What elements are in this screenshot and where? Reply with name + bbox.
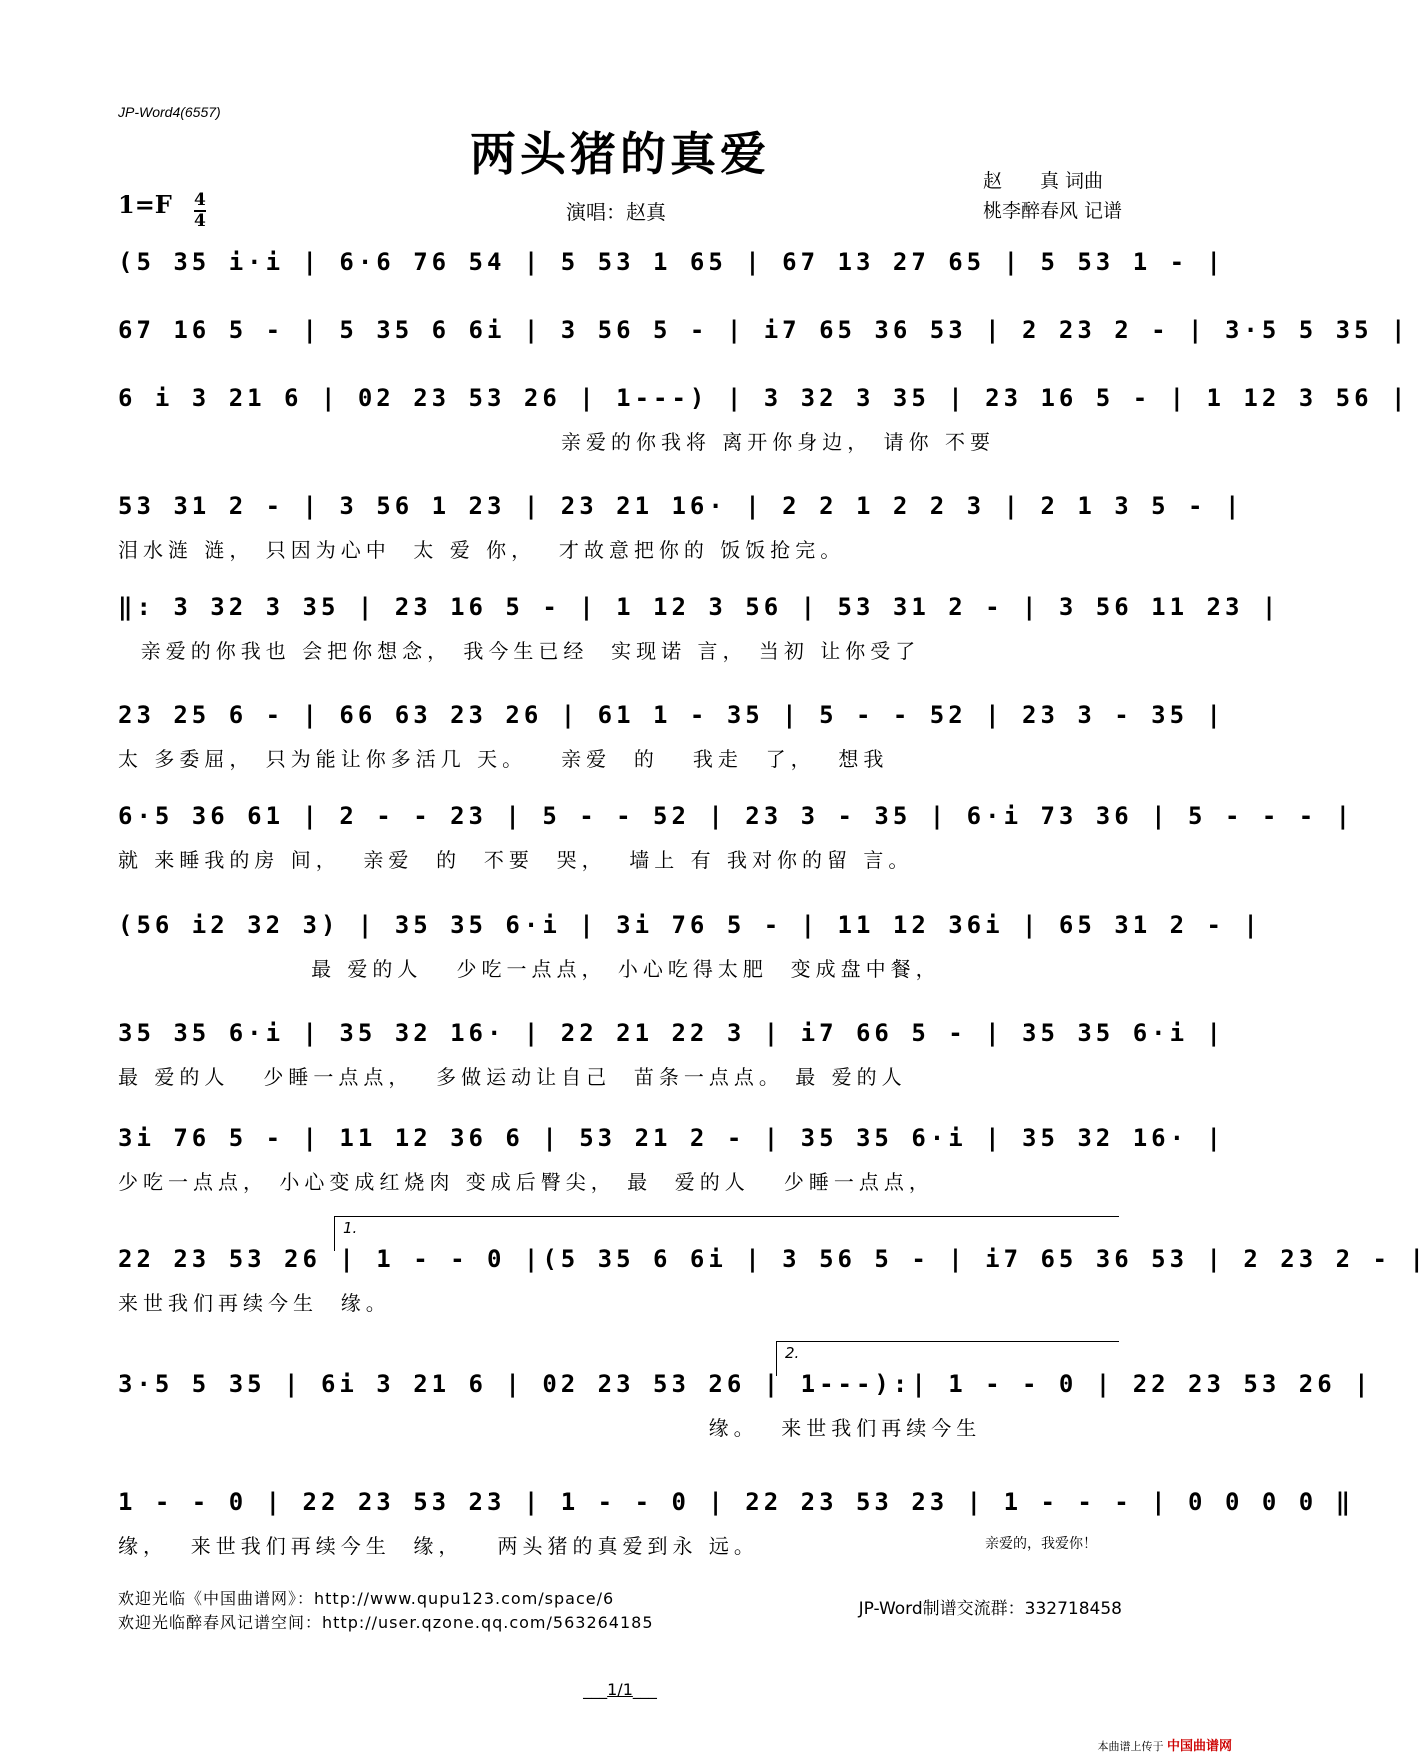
first-ending-label: 1. <box>343 1219 358 1237</box>
lyrics-line: 就 来睡我的房 间， 亲爱 的 不要 哭， 墙上 有 我对你的留 言。 <box>118 848 914 872</box>
lyrics-line: 亲爱的你我将 离开你身边， 请你 不要 <box>118 430 996 454</box>
notes-line: 35 35 6·i | 35 32 16· | 22 21 22 3 | i7 66 5 - | 35 35 6·i | <box>118 1019 1225 1047</box>
time-signature-bottom: 4 <box>194 211 206 231</box>
notes-line: (56 i2 32 3) | 35 35 6·i | 3i 76 5 - | 11 12 36i | 65 31 2 - | <box>118 911 1262 939</box>
footer-link-qzone[interactable]: 欢迎光临醉春风记谱空间：http://user.qzone.qq.com/563264185 <box>118 1613 654 1632</box>
source-credit <box>1097 1735 1232 1754</box>
page-number-value: 1/1 <box>607 1680 633 1699</box>
lyrics-line: 泪水涟 涟， 只因为心中 太 爱 你， 才故意把你的 饭饭抢完。 <box>118 538 846 562</box>
lyrics-line: 缘。 来世我们再续今生 <box>118 1416 982 1440</box>
lyrics-line: 亲爱的你我也 会把你想念， 我今生已经 实现诺 言， 当初 让你受了 <box>118 639 921 663</box>
singer: 演唱：赵真 <box>566 200 666 224</box>
credits <box>983 166 1122 226</box>
page-title: 两头猪的真爱 <box>470 127 770 181</box>
notes-line: 3·5 5 35 | 6i 3 21 6 | 02 23 53 26 | 1---):| 1 - - 0 | 22 23 53 26 | <box>118 1370 1373 1398</box>
notes-line: 1 - - 0 | 22 23 53 23 | 1 - - 0 | 22 23 53 23 | 1 - - - | 0 0 0 0 ‖ <box>118 1488 1355 1516</box>
footer-group: JP-Word制谱交流群：332718458 <box>858 1599 1122 1619</box>
notes-line: (5 35 i·i | 6·6 76 54 | 5 53 1 65 | 67 13 27 65 | 5 53 1 - | <box>118 248 1225 276</box>
notes-line: ‖: 3 32 3 35 | 23 16 5 - | 1 12 3 56 | 53 31 2 - | 3 56 11 23 | <box>118 593 1281 621</box>
notes-line: 23 25 6 - | 66 63 23 26 | 61 1 - 35 | 5 - - 52 | 23 3 - 35 | <box>118 701 1225 729</box>
composer-credit: 赵 真 词曲 <box>982 170 1103 192</box>
second-ending-label: 2. <box>785 1344 800 1362</box>
source-site-logo: 中国曲谱网 <box>1166 1739 1232 1754</box>
lyrics-line: 最 爱的人 少吃一点点， 小心吃得太肥 变成盘中餐， <box>118 957 941 981</box>
time-signature <box>194 192 206 230</box>
lyrics-line: 少吃一点点， 小心变成红烧肉 变成后臀尖， 最 爱的人 少睡一点点， <box>118 1170 934 1194</box>
notes-line: 22 23 53 26 | 1 - - 0 |(5 35 6 6i | 3 56 5 - | i7 65 36 53 | 2 23 2 - | <box>118 1245 1428 1273</box>
notes-line: 53 31 2 - | 3 56 1 23 | 23 21 16· | 2 2 1 2 2 3 | 2 1 3 5 - | <box>118 492 1244 520</box>
page-number: ___1/1___ <box>583 1680 657 1699</box>
notes-line: 6 i 3 21 6 | 02 23 53 26 | 1---) | 3 32 3 35 | 23 16 5 - | 1 12 3 56 | <box>118 384 1410 412</box>
ending-note: 亲爱的，我爱你！ <box>985 1536 1097 1552</box>
source-prefix: 本曲谱上传于 <box>1097 1740 1164 1753</box>
lyrics-line: 最 爱的人 少睡一点点， 多做运动让自己 苗条一点点。 最 爱的人 <box>118 1065 907 1089</box>
lyrics-line: 缘， 来世我们再续今生 缘， 两头猪的真爱到永 远。 <box>118 1534 759 1558</box>
notes-line: 67 16 5 - | 5 35 6 6i | 3 56 5 - | i7 65 36 53 | 2 23 2 - | 3·5 5 35 | <box>118 316 1410 344</box>
key-signature: 1=F <box>118 190 172 219</box>
transcriber-credit: 桃李醉春风 记谱 <box>982 200 1122 222</box>
notes-line: 6·5 36 61 | 2 - - 23 | 5 - - 52 | 23 3 - 35 | 6·i 73 36 | 5 - - - | <box>118 802 1355 830</box>
lyrics-line: 太 多委屈， 只为能让你多活几 天。 亲爱 的 我走 了， 想我 <box>118 747 889 771</box>
time-signature-top: 4 <box>194 190 206 210</box>
footer-link-qupu[interactable]: 欢迎光临《中国曲谱网》：http://www.qupu123.com/space/6 <box>118 1589 615 1608</box>
software-label: JP-Word4(6557) <box>118 104 221 120</box>
lyrics-line: 来世我们再续今生 缘。 <box>118 1291 391 1315</box>
notes-line: 3i 76 5 - | 11 12 36 6 | 53 21 2 - | 35 35 6·i | 35 32 16· | <box>118 1124 1225 1152</box>
